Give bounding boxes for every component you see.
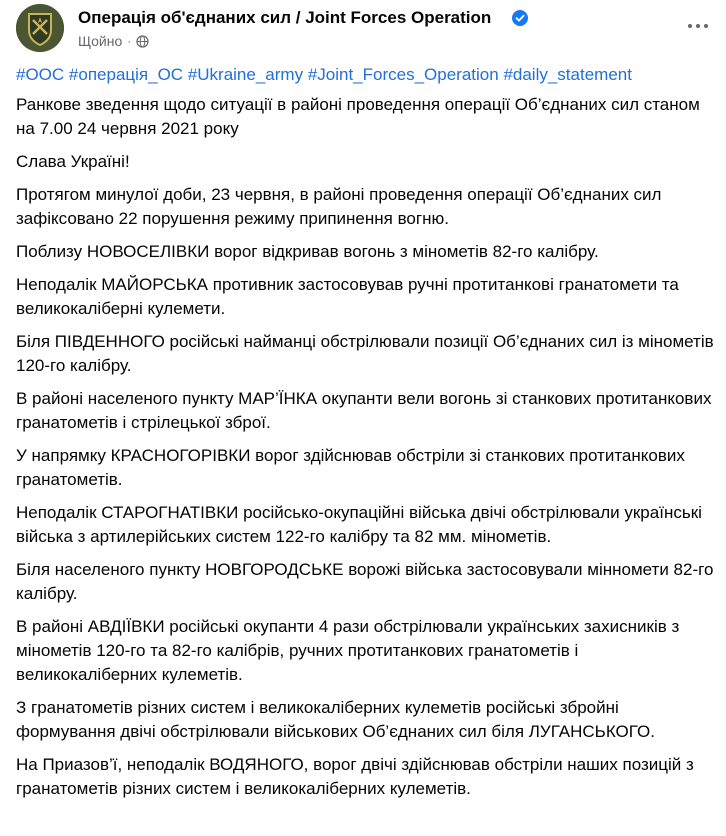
emblem-icon [16, 4, 64, 52]
post-paragraph: В районі населеного пункту МАР’ЇНКА окупанти вели вогонь зі станкових протитанкових гранатометів і стрілецької зброї. [16, 389, 712, 432]
more-options-button[interactable] [680, 8, 716, 44]
post-paragraph: Біля населеного пункту НОВГОРОДСЬКЕ ворожі війська застосовували мінномети 82-го калібру. [16, 560, 714, 603]
more-options-icon [688, 24, 692, 28]
hashtag-link[interactable]: #Ukraine_army [187, 65, 304, 84]
verified-badge-icon [512, 10, 528, 26]
meta-separator: · [127, 34, 132, 48]
post-paragraph: Біля ПІВДЕННОГО російські найманці обстрілювали позиції Об’єднаних сил із мінометів 120-го калібру. [16, 332, 714, 375]
hashtag-link[interactable]: #операція_ОС [68, 65, 184, 84]
hashtag-line [16, 63, 716, 87]
post-paragraph: На Приазов’ї, неподалік ВОДЯНОГО, ворог двічі здійснював обстріли наших позицій з гранатометів різних систем і великокаліберних кулеметів. [16, 755, 694, 798]
post-paragraph: Протягом минулої доби, 23 червня, в районі проведення операції Об’єднаних сил зафіксовано 22 порушення режиму припинення вогню. [16, 185, 662, 228]
hashtag-link[interactable]: #Joint_Forces_Operation [307, 65, 499, 84]
page-avatar[interactable] [16, 4, 64, 52]
post-paragraph: В районі АВДІЇВКИ російські окупанти 4 рази обстрілювали українських захисників з мінометів 120-го та 82-го калібрів, ручних протитанкових гранатометів і великокаліберних кулеметів. [16, 617, 680, 684]
post-paragraph: З гранатометів різних систем і великокаліберних кулеметів російські збройні формування двічі обстрілювали військових Об’єднаних сил біля ЛУГАНСЬКОГО. [16, 698, 655, 741]
page-name[interactable]: Операція об'єднаних сил / Joint Forces Operation [78, 8, 492, 27]
globe-icon[interactable] [136, 35, 149, 48]
post-timestamp[interactable]: Щойно [78, 33, 123, 49]
post-meta [78, 33, 149, 49]
post-paragraph: Слава Україні! [16, 152, 130, 171]
post-paragraph: Ранкове зведення щодо ситуації в районі проведення операції Об’єднаних сил станом на 7.00 24 червня 2021 року [16, 95, 700, 138]
post-paragraph: Неподалік СТАРОГНАТІВКИ російсько-окупаційні війська двічі обстрілювали українські війська з артилерійських систем 122-го калібру та 82 мм. мінометів. [16, 503, 702, 546]
post-paragraph: Поблизу НОВОСЕЛІВКИ ворог відкривав вогонь з мінометів 82-го калібру. [16, 242, 599, 261]
more-dot [704, 24, 708, 28]
hashtag-link[interactable]: #ООС [16, 65, 65, 84]
post-paragraph: У напрямку КРАСНОГОРІВКИ ворог здійснював обстріли зі станкових протитанкових гранатометів. [16, 446, 685, 489]
post-header [16, 4, 710, 58]
hashtag-link[interactable]: #daily_statement [503, 65, 632, 84]
post-body [16, 63, 716, 810]
post-paragraph: Неподалік МАЙОРСЬКА противник застосовував ручні протитанкові гранатомети та великокаліберні кулемети. [16, 275, 679, 318]
more-dot [696, 24, 700, 28]
